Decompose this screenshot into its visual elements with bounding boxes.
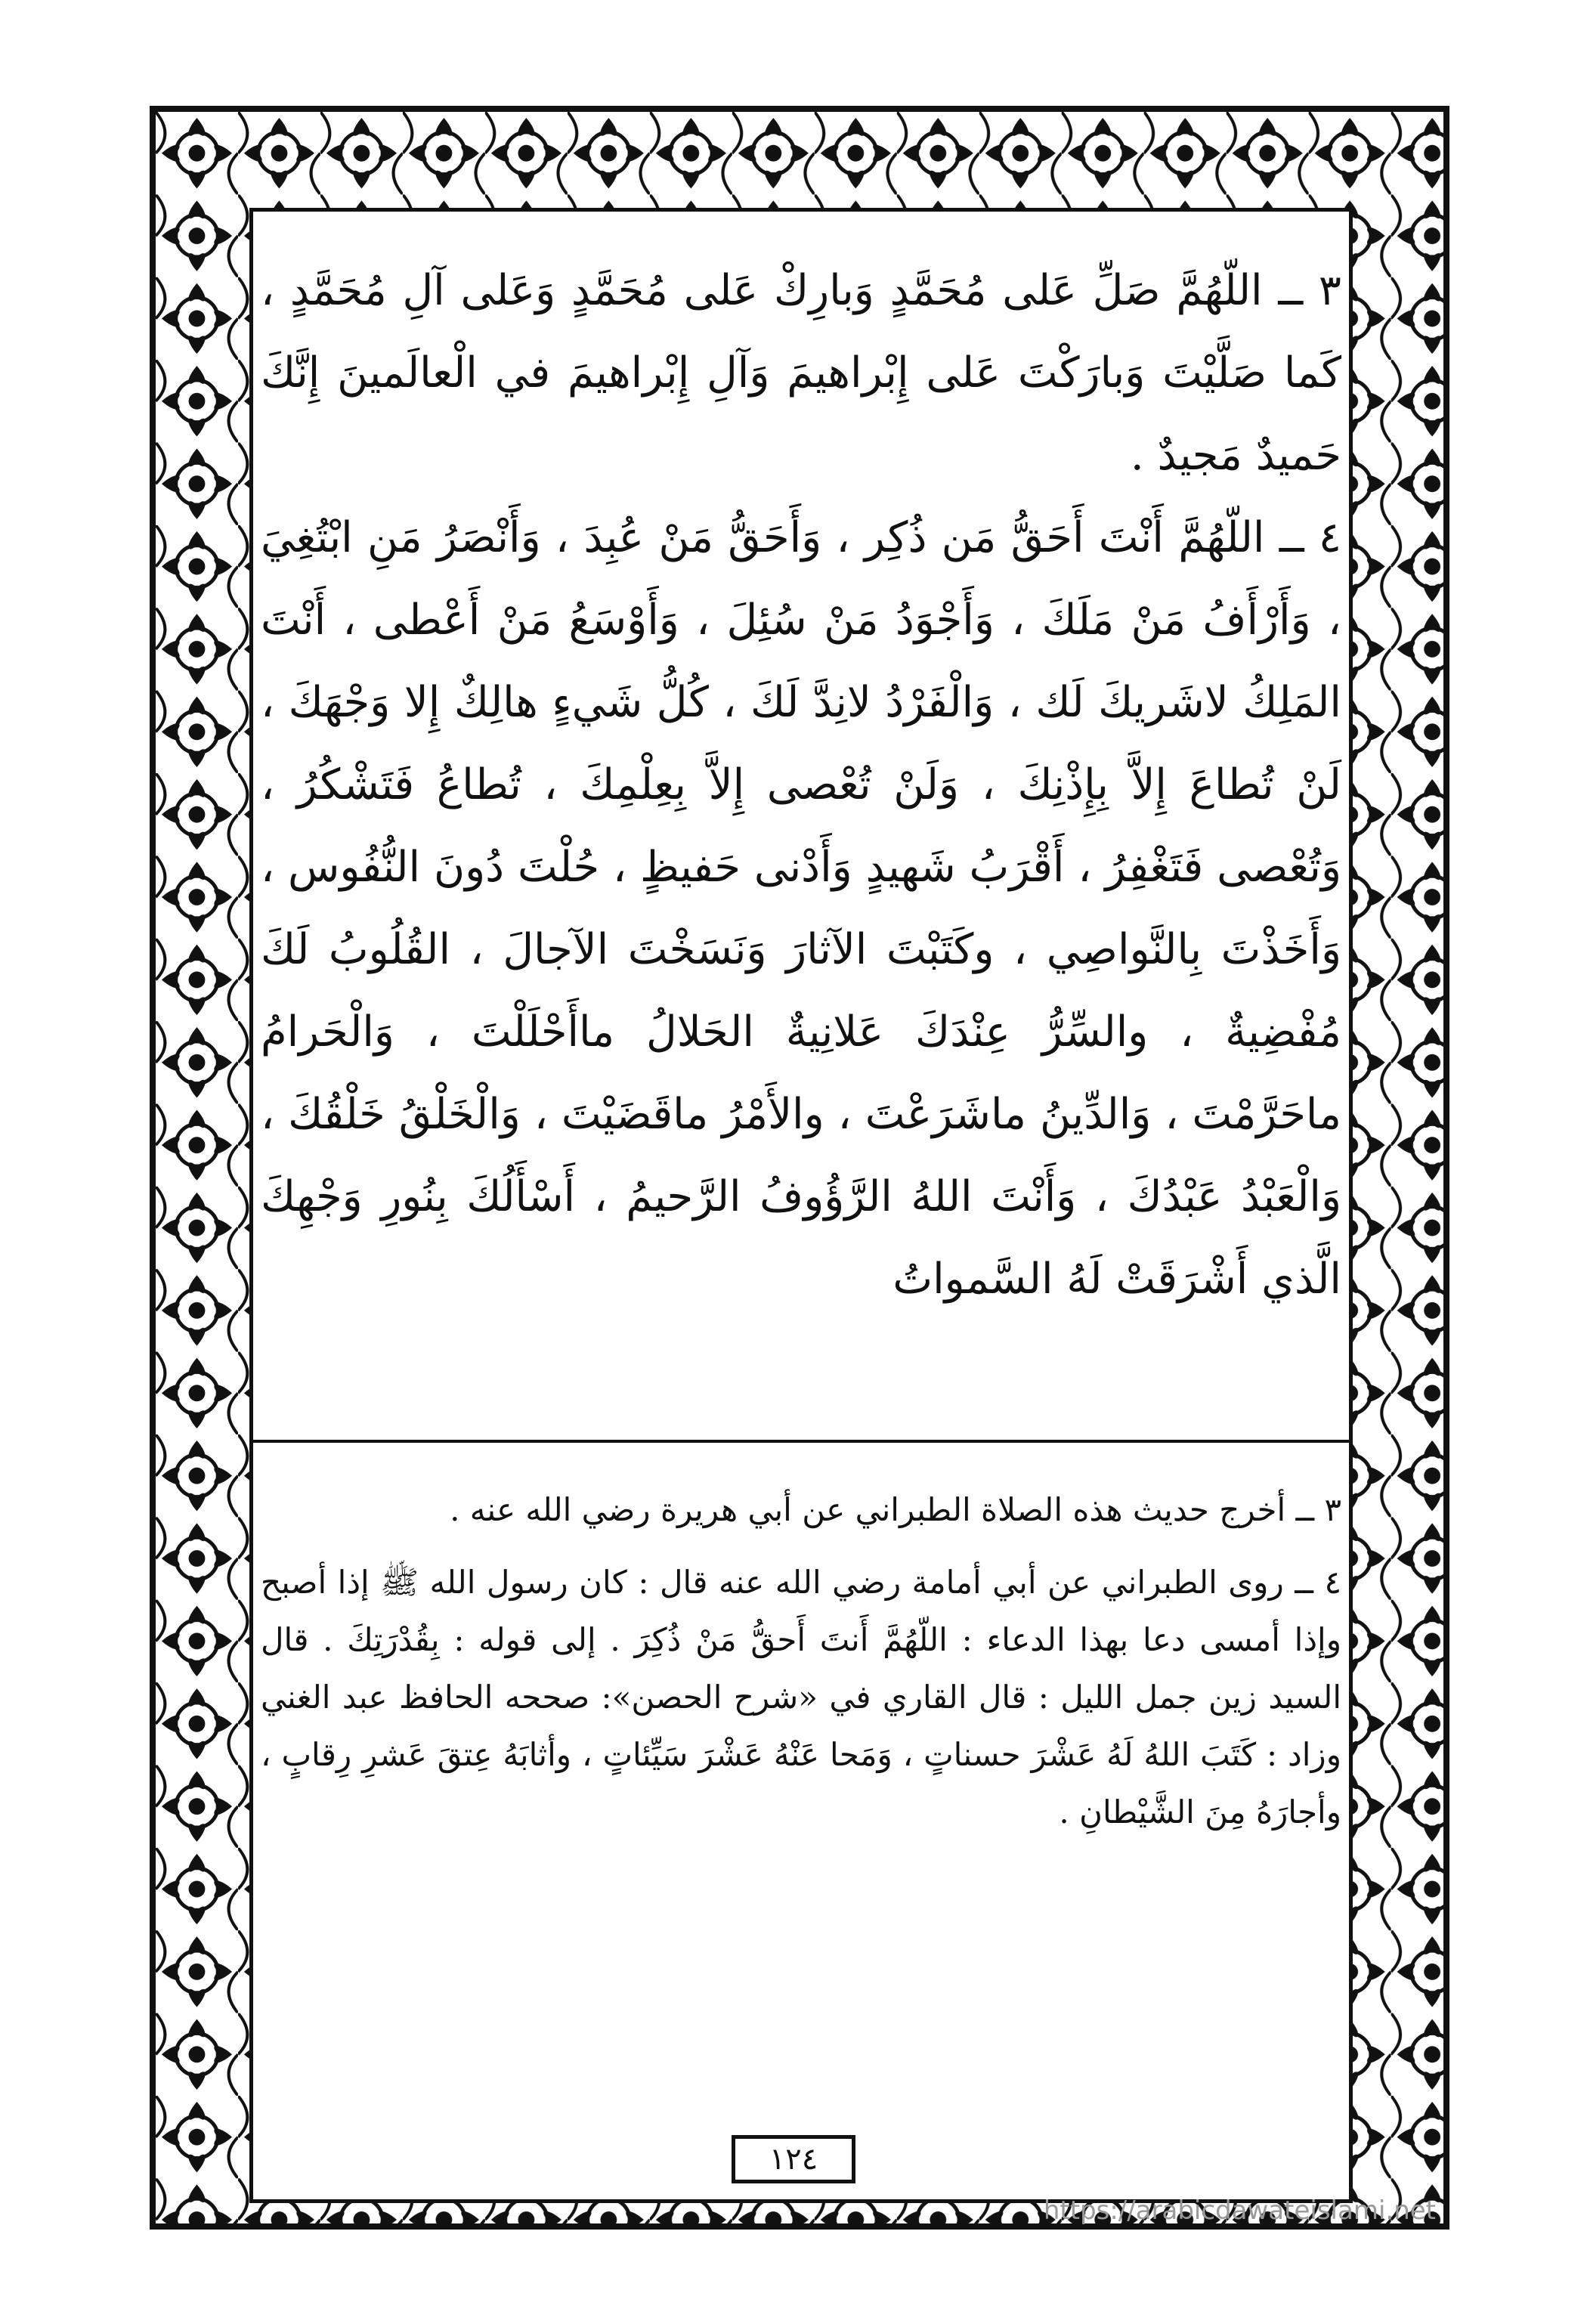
footnote-3: ٣ ــ أخرج حديث هذه الصلاة الطبراني عن أبي هريرة رضي الله عنه . [450,1491,1341,1528]
footnote-4: ٤ ــ روى الطبراني عن أبي أمامة رضي الله عنه قال : كان رسول الله ﷺ إذا أصبح وإذا أمسى دعا بهذا الدعاء : اللّهُمَّ أَنتَ أَحقُّ مَنْ ذُكِرَ . إلى قوله : بِقُدْرَتِكَ . قال السيد زين جمل الليل : قال القاري في «شرح الحصن»: صححه الحافظ عبد الغني وزاد : كَتَبَ اللهُ لَهُ عَشْرَ حسناتٍ ، وَمَحا عَنْهُ عَشْرَ سَيِّئاتٍ ، وأثابَهُ عِتقَ عَشرِ رِقابٍ ، وأجارَهُ مِنَ الشَّيْطانِ . [261,1564,1341,1830]
footnotes [261,1481,1341,1988]
prayer-3: ٣ ــ اللّهُمَّ صَلِّ عَلى مُحَمَّدٍ وَبارِكْ عَلى مُحَمَّدٍ وَعَلى آلِ مُحَمَّدٍ ، كَما صَلَّيْتَ وَبارَكْتَ عَلى إِبْراهيمَ وَآلِ إِبْراهيمَ في الْعالَمينَ إِنَّكَ حَميدٌ مَجيدٌ . [261,266,1341,480]
main-text [261,249,1341,1428]
prayer-4: ٤ ــ اللّهُمَّ أَنْتَ أَحَقُّ مَن ذُكِر ، وَأَحَقُّ مَنْ عُبِدَ ، وَأَنْصَرُ مَنِ ابْتُغِيَ ، وَأَرْأَفُ مَنْ مَلَكَ ، وَأَجْوَدُ مَنْ سُئِلَ ، وَأَوْسَعُ مَنْ أَعْطى ، أَنْتَ المَلِكُ لاشَريكَ لَك ، وَالْفَرْدُ لانِدَّ لَكَ ، كُلُّ شَيءٍ هالِكٌ إِلا وَجْهَكَ ، لَنْ تُطاعَ إِلاَّ بِإِذْنِكَ ، وَلَنْ تُعْصى إِلاَّ بِعِلْمِكَ ، تُطاعُ فَتَشْكُرُ ، وَتُعْصى فَتَغْفِرُ ، أَقْرَبُ شَهيدٍ وَأَدْنى حَفيظٍ ، حُلْتَ دُونَ النُّفُوس ، وَأَخَذْتَ بِالنَّواصِي ، وكَتَبْتَ الآثارَ وَنَسَخْتَ الآجالَ ، القُلُوبُ لَكَ مُفْضِيةٌ ، والسِّرُّ عِنْدَكَ عَلانِيةٌ الحَلالُ ماأَحْلَلْتَ ، وَالْحَرامُ ماحَرَّمْتَ ، وَالدِّينُ ماشَرَعْتَ ، والأَمْرُ ماقَضَيْتَ ، وَالْخَلْقُ خَلْقُكَ ، وَالْعَبْدُ عَبْدُكَ ، وَأَنْتَ اللهُ الرَّؤُوفُ الرَّحيمُ ، أَسْأَلُكَ بِنُورِ وَجْهِكَ الَّذي أَشْرَقَتْ لَهُ السَّمواتُ [261,513,1341,1304]
watermark-url: https://arabicdawateislami.net [1043,2196,1436,2226]
footnote-spacer [261,1539,1341,1554]
footnote-divider [249,1440,1353,1443]
page-number: ١٢٤ [732,2135,855,2183]
